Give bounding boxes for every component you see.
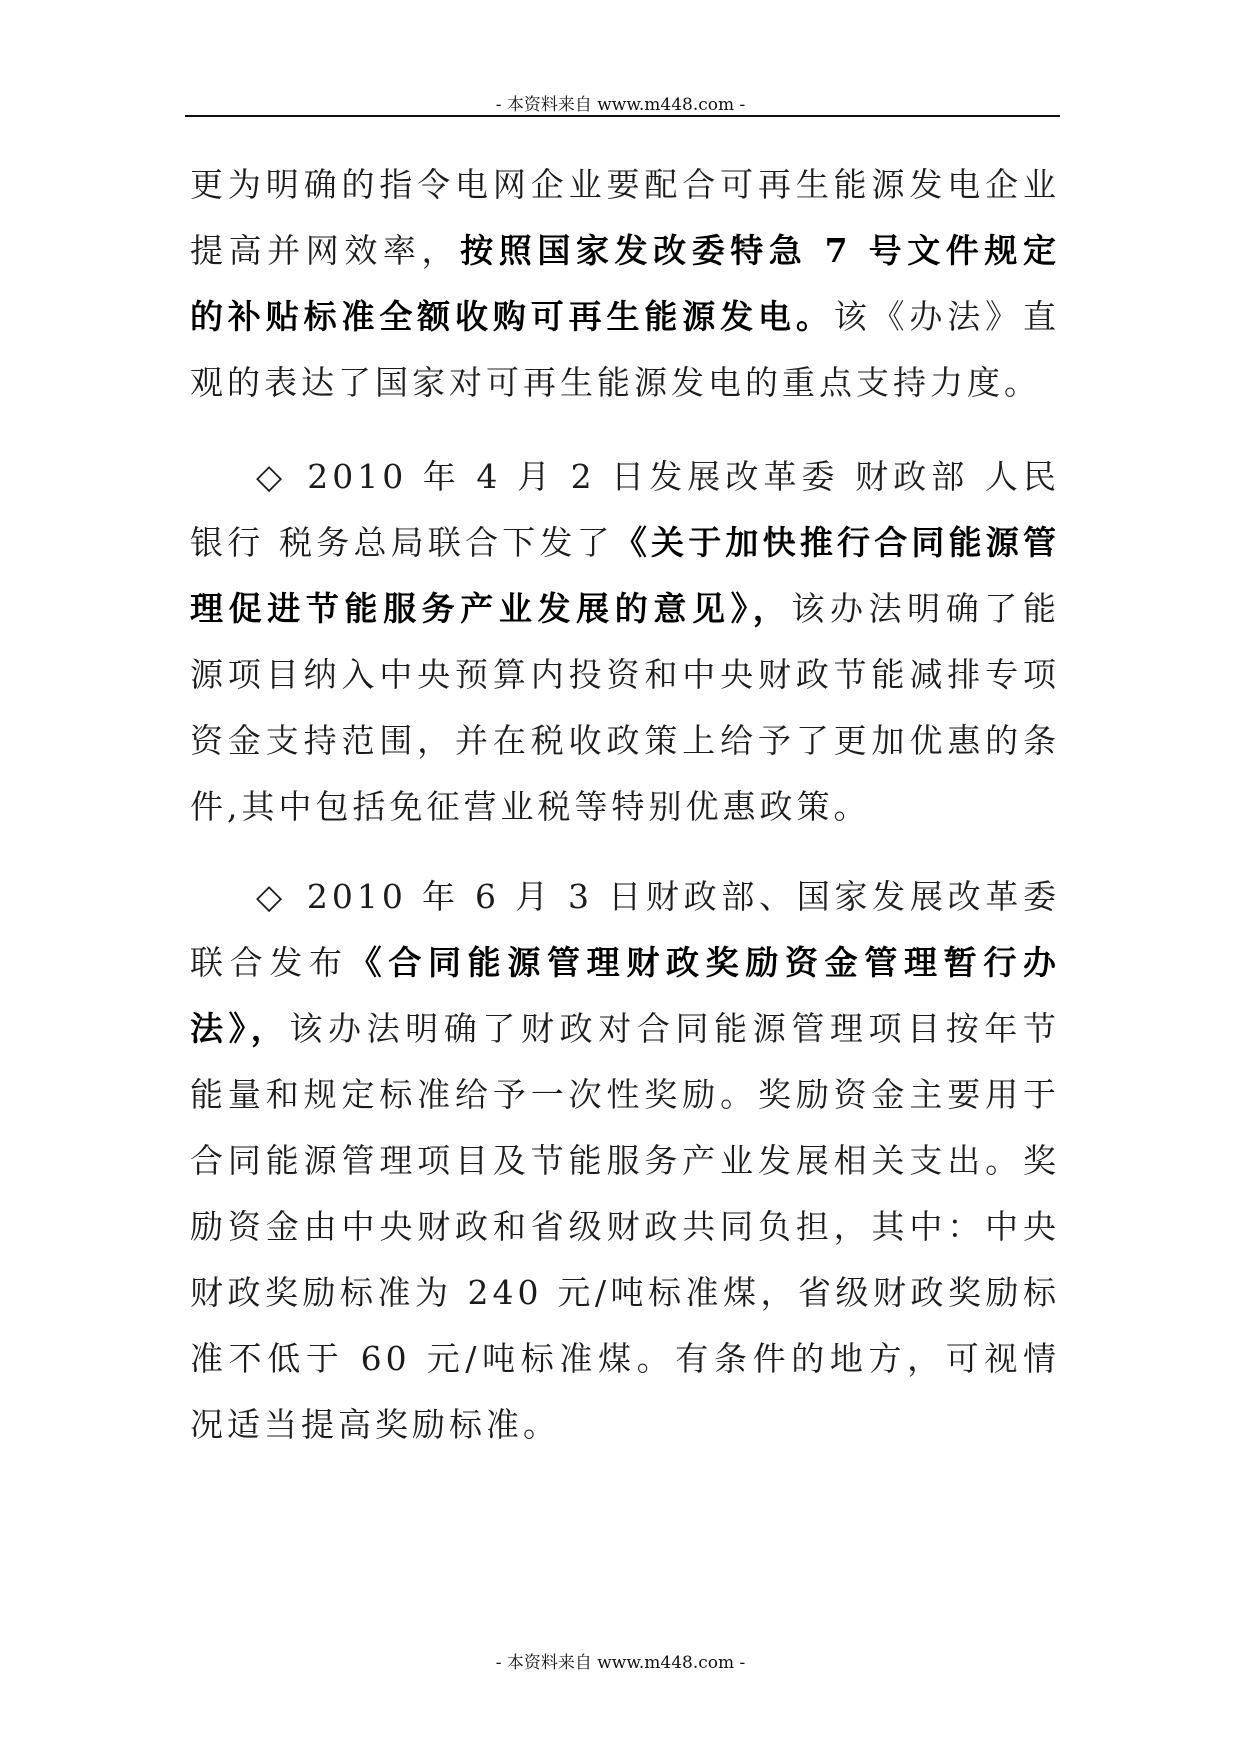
page-header: - 本资料来自 www.m448.com -	[495, 95, 746, 115]
diamond-bullet-icon: ◇	[256, 457, 308, 497]
paragraph-text: 更为明确的指令电网企业要配合可再生能源发电企业提高并网效率，	[190, 165, 1060, 270]
paragraph-text: 2010 年 6 月 3 日财政部、国家发展改革委联合发布	[190, 877, 1060, 982]
bold-text: 《关于加快推行合同能源管理促进节能服务产业发展的意见》，	[190, 523, 1060, 628]
diamond-bullet-icon: ◇	[256, 877, 307, 917]
header-divider	[185, 115, 1060, 117]
paragraph-renewable-purchase	[190, 152, 1060, 416]
bold-text: 按照国家发改委特急 7 号文件规定的补贴标准全额收购可再生能源发电。	[190, 231, 1060, 336]
paragraph-text: 该《办法》直观的表达了国家对可再生能源发电的重点支持力度。	[190, 297, 1061, 402]
page-footer: - 本资料来自 www.m448.com -	[495, 1653, 746, 1673]
paragraph-financial-reward-measures	[190, 864, 1060, 1458]
paragraph-text: 该办法明确了能源项目纳入中央预算内投资和中央财政节能减排专项资金支持范围，并在税收政策上给予了更加优惠的条件,其中包括免征营业税等特别优惠政策。	[190, 589, 1061, 826]
paragraph-energy-management-opinion	[190, 444, 1060, 840]
paragraph-text: 2010 年 4 月 2 日发展改革委 财政部 人民银行 税务总局联合下发了	[190, 457, 1061, 562]
paragraph-text: 该办法明确了财政对合同能源管理项目按年节能量和规定标准给予一次性奖励。奖励资金主要用于合同能源管理项目及节能服务产业发展相关支出。奖励资金由中央财政和省级财政共同负担，其中：中央财政奖励标准为 240 元/吨标准煤，省级财政奖励标准不低于 60 元/吨标准煤。有条件的地方，可视情况适当提高奖励标准。	[190, 1009, 1061, 1444]
bold-text: 《合同能源管理财政奖励资金管理暂行办法》，	[190, 943, 1061, 1048]
